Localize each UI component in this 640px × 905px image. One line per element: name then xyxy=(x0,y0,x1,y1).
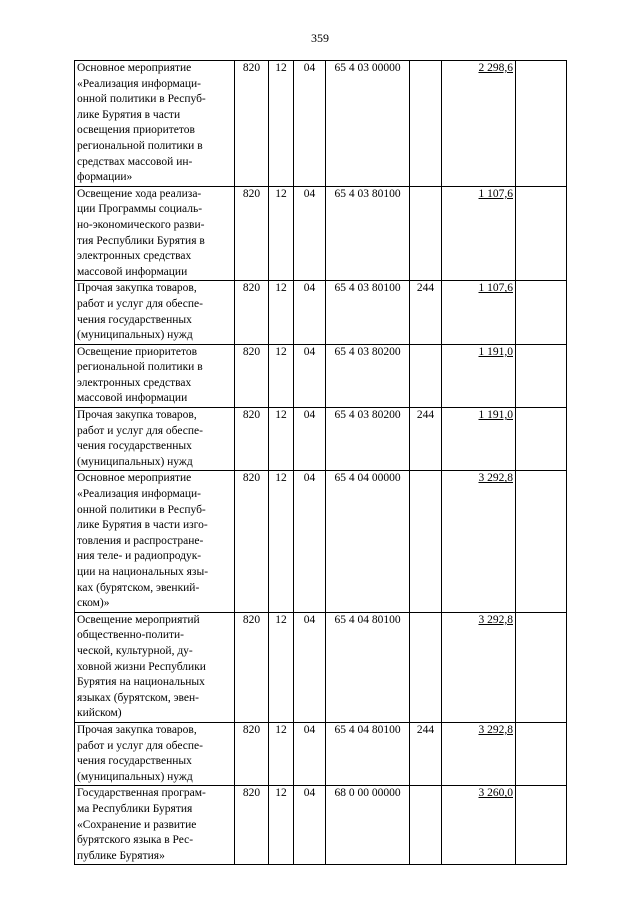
amount-cell xyxy=(442,281,516,344)
amount-cell xyxy=(442,471,516,612)
csr-cell: 68 0 00 00000 xyxy=(326,786,410,865)
table-row xyxy=(75,612,567,722)
pr-cell: 04 xyxy=(294,722,326,785)
table-row xyxy=(75,786,567,865)
amount-value: 3 292,8 xyxy=(478,613,513,626)
rz-cell: 12 xyxy=(269,408,294,471)
table-row xyxy=(75,344,567,407)
extra-cell xyxy=(516,281,567,344)
table-row xyxy=(75,408,567,471)
amount-value: 1 107,6 xyxy=(478,187,513,200)
rz-cell: 12 xyxy=(269,281,294,344)
vr-cell xyxy=(410,786,442,865)
csr-cell: 65 4 04 00000 xyxy=(326,471,410,612)
pr-cell: 04 xyxy=(294,186,326,281)
amount-cell xyxy=(442,344,516,407)
page-number: 359 xyxy=(311,31,329,45)
pr-cell: 04 xyxy=(294,786,326,865)
vr-cell: 244 xyxy=(410,281,442,344)
table-row xyxy=(75,186,567,281)
csr-cell: 65 4 04 80100 xyxy=(326,722,410,785)
extra-cell xyxy=(516,408,567,471)
grbs-cell: 820 xyxy=(235,408,269,471)
row-name: Освещение хода реализа- ции Программы социаль- но-экономического разви- тия Республики Бурятия в электронных средствах массовой информации xyxy=(75,186,235,281)
budget-table xyxy=(74,60,567,865)
pr-cell: 04 xyxy=(294,61,326,187)
csr-cell: 65 4 03 80200 xyxy=(326,344,410,407)
csr-cell: 65 4 03 80100 xyxy=(326,186,410,281)
vr-cell xyxy=(410,344,442,407)
vr-cell xyxy=(410,471,442,612)
extra-cell xyxy=(516,61,567,187)
vr-cell xyxy=(410,612,442,722)
table-row xyxy=(75,61,567,187)
amount-cell xyxy=(442,786,516,865)
row-name: Основное мероприятие «Реализация информаци- онной политики в Респуб- лике Бурятия в части освещения приоритетов региональной политики в средствах массовой ин- формации» xyxy=(75,61,235,187)
vr-cell: 244 xyxy=(410,722,442,785)
table-row xyxy=(75,281,567,344)
grbs-cell: 820 xyxy=(235,61,269,187)
csr-cell: 65 4 03 00000 xyxy=(326,61,410,187)
amount-cell xyxy=(442,612,516,722)
pr-cell: 04 xyxy=(294,408,326,471)
rz-cell: 12 xyxy=(269,61,294,187)
rz-cell: 12 xyxy=(269,786,294,865)
extra-cell xyxy=(516,612,567,722)
amount-value: 2 298,6 xyxy=(478,62,513,74)
csr-cell: 65 4 04 80100 xyxy=(326,612,410,722)
rz-cell: 12 xyxy=(269,344,294,407)
table-row xyxy=(75,722,567,785)
vr-cell xyxy=(410,186,442,281)
csr-cell: 65 4 03 80200 xyxy=(326,408,410,471)
csr-cell: 65 4 03 80100 xyxy=(326,281,410,344)
grbs-cell: 820 xyxy=(235,471,269,612)
row-name: Прочая закупка товаров, работ и услуг для обеспе- чения государственных (муниципальных) нужд xyxy=(75,722,235,785)
vr-cell: 244 xyxy=(410,408,442,471)
amount-value: 3 260,0 xyxy=(478,787,513,800)
grbs-cell: 820 xyxy=(235,281,269,344)
grbs-cell: 820 xyxy=(235,722,269,785)
amount-cell xyxy=(442,186,516,281)
row-name: Основное мероприятие «Реализация информаци- онной политики в Респуб- лике Бурятия в части изго- товления и распростране- ния теле- и радиопродук- ции на национальных язы- ках (бурятском, эвенкий- ском)» xyxy=(75,471,235,612)
amount-cell xyxy=(442,408,516,471)
pr-cell: 04 xyxy=(294,471,326,612)
rz-cell: 12 xyxy=(269,612,294,722)
extra-cell xyxy=(516,186,567,281)
amount-value: 1 107,6 xyxy=(478,282,513,295)
amount-cell xyxy=(442,722,516,785)
row-name: Освещение мероприятий общественно-полити- ческой, культурной, ду- ховной жизни Республики Бурятия на национальных языках (бурятском, эвен- кийском) xyxy=(75,612,235,722)
amount-value: 3 292,8 xyxy=(478,472,513,485)
row-name: Прочая закупка товаров, работ и услуг для обеспе- чения государственных (муниципальных) нужд xyxy=(75,408,235,471)
amount-value: 1 191,0 xyxy=(478,345,513,358)
grbs-cell: 820 xyxy=(235,186,269,281)
extra-cell xyxy=(516,786,567,865)
rz-cell: 12 xyxy=(269,186,294,281)
table-row xyxy=(75,471,567,612)
row-name: Освещение приоритетов региональной политики в электронных средствах массовой информации xyxy=(75,344,235,407)
extra-cell xyxy=(516,471,567,612)
grbs-cell: 820 xyxy=(235,344,269,407)
row-name: Прочая закупка товаров, работ и услуг для обеспе- чения государственных (муниципальных) нужд xyxy=(75,281,235,344)
rz-cell: 12 xyxy=(269,471,294,612)
amount-value: 1 191,0 xyxy=(478,409,513,422)
grbs-cell: 820 xyxy=(235,786,269,865)
pr-cell: 04 xyxy=(294,344,326,407)
grbs-cell: 820 xyxy=(235,612,269,722)
pr-cell: 04 xyxy=(294,281,326,344)
extra-cell xyxy=(516,344,567,407)
pr-cell: 04 xyxy=(294,612,326,722)
extra-cell xyxy=(516,722,567,785)
row-name: Государственная програм- ма Республики Бурятия «Сохранение и развитие бурятского языка в Рес- публике Бурятия» xyxy=(75,786,235,865)
rz-cell: 12 xyxy=(269,722,294,785)
amount-value: 3 292,8 xyxy=(478,723,513,736)
amount-cell xyxy=(442,61,516,187)
vr-cell xyxy=(410,61,442,187)
